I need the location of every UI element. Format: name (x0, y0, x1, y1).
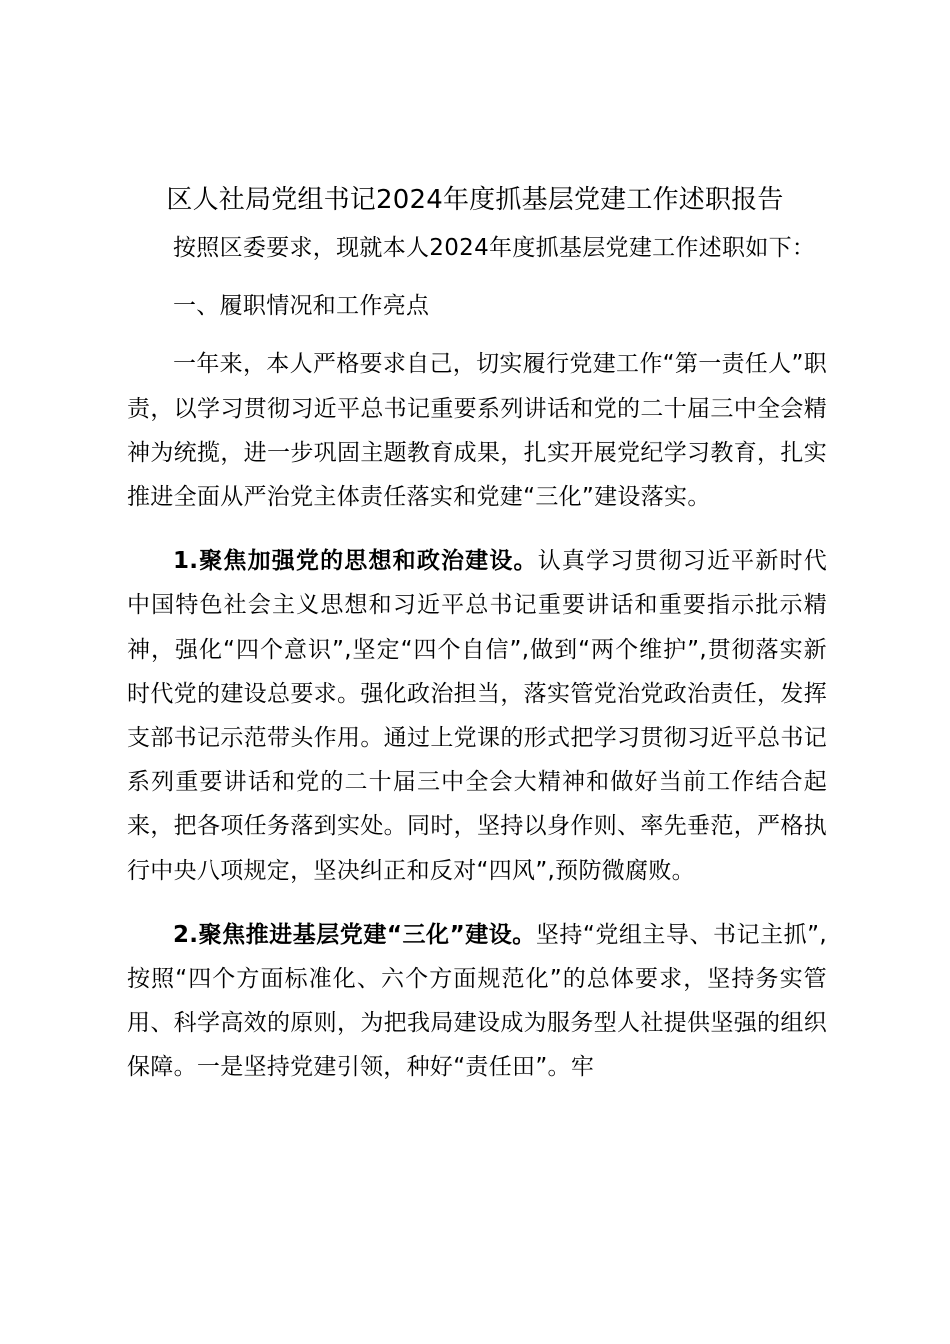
item-text-2: 坚持“党组主导、书记主抓”,按照“四个方面标准化、六个方面规范化”的总体要求，坚持务实管用、科学高效的原则，为把我局建设成为服务型人社提供坚强的组织保障。一是坚持党建引领，种好“责任田”。牢 (127, 921, 828, 1081)
section-heading: 一、履职情况和工作亮点 (173, 293, 430, 320)
document-body (127, 226, 827, 1090)
item-heading-2: 2.聚焦推进基层党建“三化”建设。 (173, 921, 536, 948)
item-paragraph-2 (127, 913, 827, 1090)
item-text-1: 认真学习贯彻习近平新时代中国特色社会主义思想和习近平总书记重要讲话和重要指示批示精神，强化“四个意识”,坚定“四个自信”,做到“两个维护”,贯彻落实新时代党的建设总要求。强化政治担当，落实管党治党政治责任，发挥支部书记示范带头作用。通过上党课的形式把学习贯彻习近平总书记系列重要讲话和党的二十届三中全会大精神和做好当前工作结合起来，把各项任务落到实处。同时，坚持以身作则、率先垂范，严格执行中央八项规定，坚决纠正和反对“四风”,预防微腐败。 (127, 548, 827, 884)
item-heading-1: 1.聚焦加强党的思想和政治建设。 (173, 548, 538, 575)
item-paragraph-1 (127, 539, 827, 893)
overview-paragraph: 一年来，本人严格要求自己，切实履行党建工作“第一责任人”职责，以学习贯彻习近平总书记重要系列讲话和党的二十届三中全会精神为统揽，进一步巩固主题教育成果，扎实开展党纪学习教育，扎实推进全面从严治党主体责任落实和党建“三化”建设落实。 (127, 351, 827, 511)
document-title: 区人社局党组书记2024年度抓基层党建工作述职报告 (166, 185, 784, 215)
intro-paragraph: 按照区委要求，现就本人2024年度抓基层党建工作述职如下： (173, 235, 816, 261)
